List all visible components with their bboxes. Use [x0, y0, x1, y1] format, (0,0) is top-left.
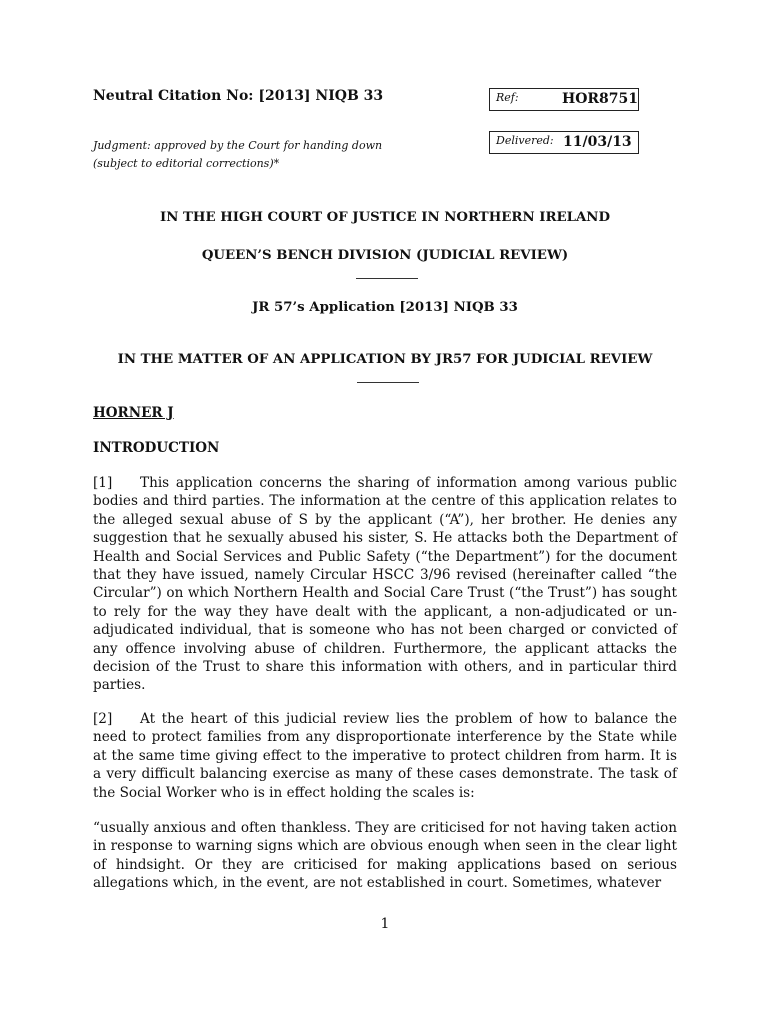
section-heading: INTRODUCTION: [93, 440, 220, 456]
delivered-label: Delivered:: [496, 134, 554, 147]
court-division: QUEEN’S BENCH DIVISION (JUDICIAL REVIEW): [201, 248, 569, 263]
delivered-box: [489, 131, 639, 154]
delivered-value: 11/03/13: [563, 134, 632, 150]
paragraph-1: [93, 474, 677, 695]
approval-note: [93, 137, 382, 173]
divider-1: [356, 278, 418, 279]
quotation: “usually anxious and often thankless. They are criticised for not having taken action in response to warning signs which are obvious enough when seen in the clear light of hindsight. Or they are criticised for making applications based on serious allegations which, in the event, are not established in court. Sometimes, whatever: [93, 820, 677, 892]
divider-2: [357, 382, 419, 383]
paragraph-1-text: This application concerns the sharing of information among various public bodies and third parties. The information at the centre of this application relates to the alleged sexual abuse of S by the applicant (“A”), her brother. He denies any suggestion that he sexually abused his sister, S. He attacks both the Department of Health and Social Services and Public Safety (“the Department”) for the document that they have issued, namely Circular HSCC 3/96 revised (hereinafter called “the Circular”) on which Northern Health and Social Care Trust (“the Trust”) has sought to rely for the way they have dealt with the applicant, a non-adjudicated or un-adjudicated individual, that is someone who has not been charged or convicted of any offence involving abuse of children. Furthermore, the applicant attacks the decision of the Trust to share this information with others, and in particular third parties.: [93, 475, 677, 694]
paragraph-2-text: At the heart of this judicial review lies the problem of how to balance the need to protect families from any disproportionate interference by the State while at the same time giving effect to the imperative to protect children from harm. It is a very difficult balancing exercise as many of these cases demonstrate. The task of the Social Worker who is in effect holding the scales is:: [93, 711, 677, 801]
neutral-citation: Neutral Citation No: [2013] NIQB 33: [93, 88, 384, 104]
judge-name: HORNER J: [93, 405, 174, 421]
ref-label: Ref:: [496, 91, 519, 104]
approval-line-1: Judgment: approved by the Court for handing down: [93, 139, 383, 152]
paragraph-1-number: [1]: [93, 475, 113, 491]
case-name: JR 57’s Application [2013] NIQB 33: [252, 300, 518, 315]
approval-line-2: (subject to editorial corrections)*: [93, 157, 280, 170]
court-title: IN THE HIGH COURT OF JUSTICE IN NORTHERN IRELAND: [159, 210, 610, 225]
paragraph-2-number: [2]: [93, 711, 113, 727]
ref-box: [489, 88, 639, 111]
paragraph-2: [93, 710, 677, 802]
page-number: 1: [380, 916, 390, 932]
ref-value: HOR8751: [562, 91, 639, 107]
matter-title: IN THE MATTER OF AN APPLICATION BY JR57 FOR JUDICIAL REVIEW: [117, 352, 653, 367]
